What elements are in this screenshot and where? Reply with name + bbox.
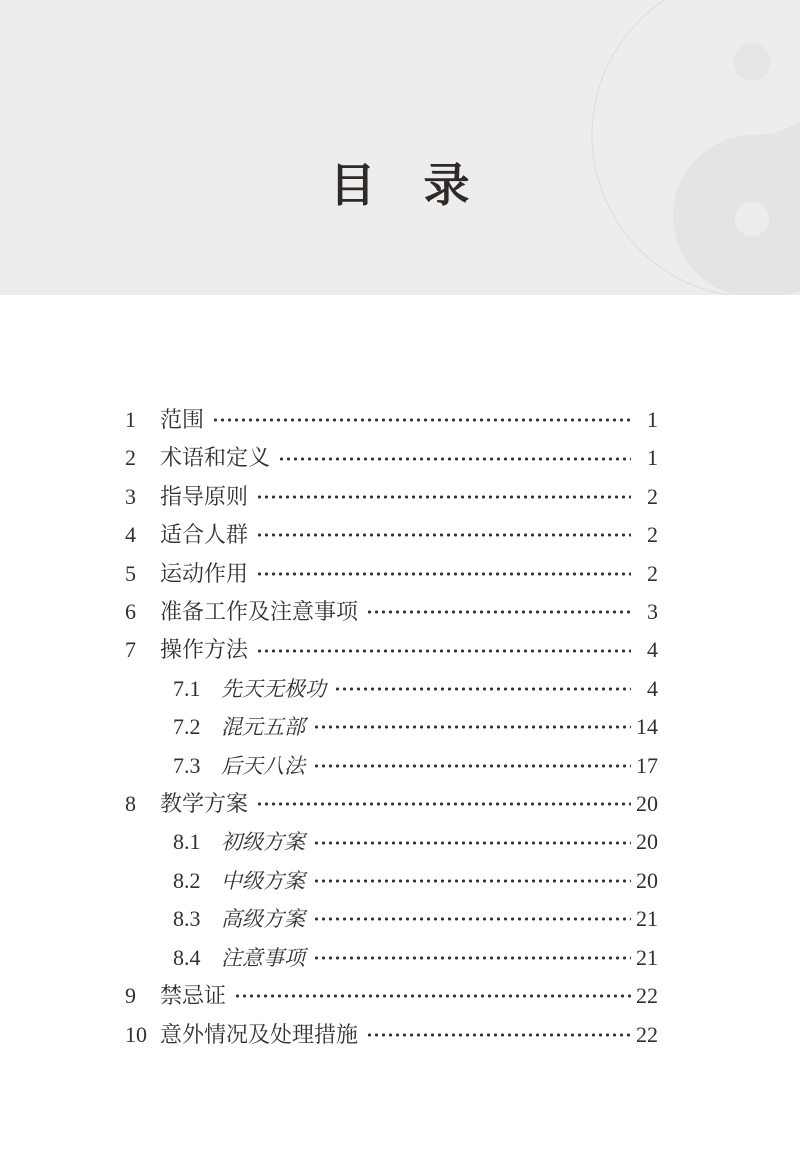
yin-yang-icon [0,0,800,295]
toc-entry [120,708,658,746]
toc-entry-title: 先天无极功 [221,676,326,701]
dot-leader [278,439,631,477]
toc-entry-title: 禁忌证 [160,983,227,1009]
toc-entry-page: 22 [636,1021,658,1047]
toc-entry-title: 后天八法 [221,753,305,778]
dot-leader [313,862,631,900]
toc-entry-page: 22 [636,983,658,1009]
toc-entry-title: 适合人群 [160,522,249,548]
toc-entry [120,439,658,477]
toc-entry-title: 混元五部 [221,715,305,740]
toc-entry-title: 术语和定义 [160,445,271,471]
toc-entry-page: 1 [647,445,658,471]
toc-entry-title: 运动作用 [160,560,249,586]
dot-leader [256,478,631,516]
toc-entry-page: 17 [636,752,658,778]
page-title: 目 录 [329,160,471,211]
dot-leader [256,785,631,823]
toc-entry-number: 2 [125,445,136,471]
toc-entry-page: 21 [636,906,658,932]
toc-entry-number: 8.1 [173,829,201,855]
toc-entry-title: 范围 [160,407,205,432]
header-band [0,0,800,295]
dot-leader [256,555,631,593]
toc-entry-number: 1 [125,407,136,432]
toc-list [120,401,658,1054]
toc-entry-title: 注意事项 [221,945,305,970]
dot-leader [313,708,631,746]
toc-entry-page: 1 [647,407,658,432]
toc-entry-page: 14 [636,714,658,740]
toc-entry [120,900,658,938]
toc-entry [120,862,658,900]
toc-entry-number: 9 [125,983,136,1009]
toc-entry-page: 2 [647,483,658,509]
toc-entry-page: 2 [647,522,658,548]
dot-leader [256,516,631,554]
dot-leader [313,939,631,977]
toc-entry-page: 4 [647,637,658,663]
dot-leader [234,977,631,1015]
toc-entry [120,401,658,439]
toc-entry-page: 20 [636,829,658,855]
toc-entry-number: 8 [125,791,136,817]
toc-entry-page: 20 [636,791,658,817]
toc-entry-title: 操作方法 [160,637,249,663]
toc-entry-page: 20 [636,867,658,893]
toc-entry-number: 10 [125,1021,147,1047]
toc-entry [120,977,658,1015]
toc-entry-number: 5 [125,560,136,586]
dot-leader [256,631,631,669]
toc-entry [120,555,658,593]
toc-entry-page: 4 [647,675,658,701]
toc-entry-number: 7.2 [173,714,201,740]
dot-leader [313,900,631,938]
toc-entry [120,1016,658,1054]
toc-entry-number: 6 [125,599,136,625]
toc-entry [120,593,658,631]
toc-entry-title: 高级方案 [221,907,305,932]
dot-leader [334,670,631,708]
toc-entry-title: 中级方案 [221,868,305,893]
toc-entry [120,785,658,823]
dot-leader [313,823,631,861]
toc-entry [120,670,658,708]
toc-entry-number: 7 [125,637,136,663]
toc-entry [120,823,658,861]
toc-entry-page: 3 [647,599,658,625]
toc-entry-title: 初级方案 [221,830,305,855]
toc-entry-page: 2 [647,560,658,586]
toc-entry [120,747,658,785]
toc-entry [120,631,658,669]
toc-entry-title: 指导原则 [160,483,249,509]
toc-entry [120,478,658,516]
toc-entry-number: 8.4 [173,944,201,970]
toc-entry-number: 3 [125,483,136,509]
toc-entry-number: 7.1 [173,675,201,701]
toc-entry-number: 8.3 [173,906,201,932]
dot-leader [366,1016,631,1054]
toc-entry-title: 准备工作及注意事项 [160,599,359,625]
toc-entry [120,516,658,554]
toc-entry-number: 7.3 [173,752,201,778]
toc-entry [120,939,658,977]
toc-entry-title: 意外情况及处理措施 [160,1021,359,1047]
dot-leader [212,401,631,439]
toc-entry-number: 8.2 [173,867,201,893]
toc-entry-number: 4 [125,522,136,548]
toc-entry-page: 21 [636,944,658,970]
dot-leader [366,593,631,631]
dot-leader [313,747,631,785]
toc-entry-title: 教学方案 [160,791,249,817]
